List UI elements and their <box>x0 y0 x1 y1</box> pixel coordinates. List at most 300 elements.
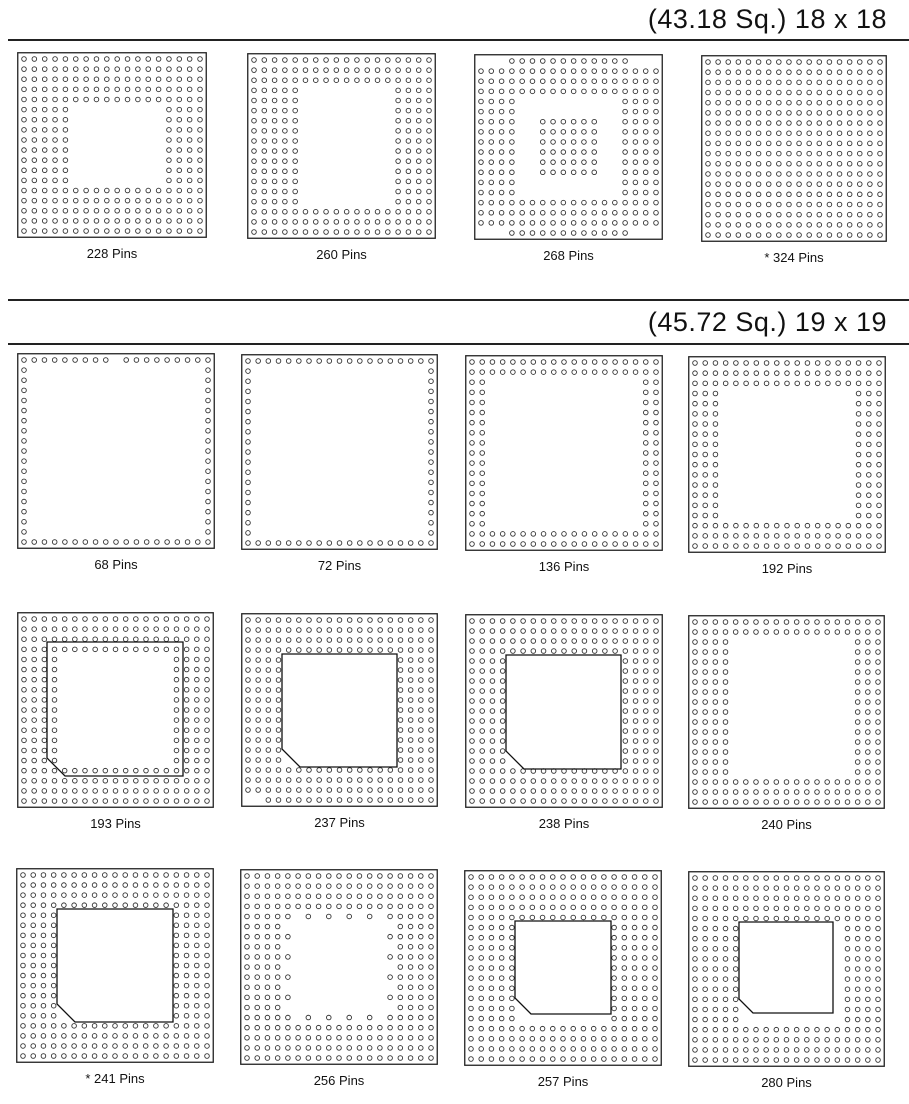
pin <box>723 544 728 549</box>
pin <box>272 230 277 235</box>
pin <box>713 534 718 539</box>
pin <box>184 677 189 682</box>
pin <box>174 953 179 958</box>
pin <box>386 220 391 225</box>
pin <box>845 876 850 881</box>
pin <box>787 100 792 105</box>
pin <box>582 79 587 84</box>
pin <box>622 966 627 971</box>
pin <box>82 873 87 878</box>
package-outline <box>475 55 663 240</box>
pin <box>206 428 211 433</box>
pin-grid-package <box>17 52 207 238</box>
pin <box>262 78 267 83</box>
pin <box>561 150 566 155</box>
pin <box>22 540 27 545</box>
pin <box>365 220 370 225</box>
pin <box>146 208 151 213</box>
pin <box>623 709 628 714</box>
pin <box>265 985 270 990</box>
pin <box>205 923 210 928</box>
pin <box>337 894 342 899</box>
pin <box>52 677 57 682</box>
pin <box>643 521 648 526</box>
pin <box>408 758 413 763</box>
pin <box>787 121 792 126</box>
pin <box>266 359 271 364</box>
pin <box>654 420 659 425</box>
pin <box>868 192 873 197</box>
pin <box>736 223 741 228</box>
pin <box>22 67 27 72</box>
pin <box>344 220 349 225</box>
pin <box>479 885 484 890</box>
pin <box>622 976 627 981</box>
pin <box>815 800 820 805</box>
pin <box>622 915 627 920</box>
pin <box>205 993 210 998</box>
pin <box>766 80 771 85</box>
pin <box>418 944 423 949</box>
package-pin-count-label: 237 Pins <box>314 815 365 830</box>
package-outline <box>18 354 215 549</box>
pin <box>643 79 648 84</box>
pin <box>125 77 130 82</box>
pin <box>653 996 658 1001</box>
pin <box>93 358 98 363</box>
pin <box>418 914 423 919</box>
pin <box>480 749 485 754</box>
pin <box>582 140 587 145</box>
pin <box>136 97 141 102</box>
pin <box>489 130 494 135</box>
pin <box>520 79 525 84</box>
pin <box>633 190 638 195</box>
pin <box>736 100 741 105</box>
pin <box>255 975 260 980</box>
pin <box>293 129 298 134</box>
pin <box>177 168 182 173</box>
pin <box>194 873 199 878</box>
pin <box>723 916 728 921</box>
pin <box>511 779 516 784</box>
pin <box>368 778 373 783</box>
pin <box>654 79 659 84</box>
pin <box>386 230 391 235</box>
pin <box>406 169 411 174</box>
pin <box>633 170 638 175</box>
pin <box>286 904 291 909</box>
pin <box>572 532 577 537</box>
pin <box>246 480 251 485</box>
pin <box>511 629 516 634</box>
pin <box>307 359 312 364</box>
pin <box>623 799 628 804</box>
pin <box>256 618 261 623</box>
pin <box>113 627 118 632</box>
pin <box>489 109 494 114</box>
pin <box>103 627 108 632</box>
pin <box>480 471 485 476</box>
pin <box>847 233 852 238</box>
pin <box>693 906 698 911</box>
pin <box>256 768 261 773</box>
pin <box>184 758 189 763</box>
pin <box>777 202 782 207</box>
pin <box>551 170 556 175</box>
pin <box>866 987 871 992</box>
pin <box>693 462 698 467</box>
pin <box>774 630 779 635</box>
pin <box>855 670 860 675</box>
pin <box>205 903 210 908</box>
pin <box>262 179 267 184</box>
pin <box>541 370 546 375</box>
pin <box>713 700 718 705</box>
pin <box>499 875 504 880</box>
pin <box>866 680 871 685</box>
pin <box>275 985 280 990</box>
pin <box>703 483 708 488</box>
pin <box>876 876 881 881</box>
pin <box>313 58 318 63</box>
pin <box>633 160 638 165</box>
pin <box>613 619 618 624</box>
pin <box>774 534 779 539</box>
pin <box>22 428 27 433</box>
pin <box>835 1048 840 1053</box>
pin <box>571 200 576 205</box>
pin <box>797 80 802 85</box>
pin <box>754 1058 759 1063</box>
pin <box>723 1007 728 1012</box>
pin <box>723 361 728 366</box>
pin <box>102 1034 107 1039</box>
pin <box>408 708 413 713</box>
pin <box>205 1054 210 1059</box>
pin <box>416 179 421 184</box>
pin <box>723 740 728 745</box>
pin <box>396 189 401 194</box>
pin <box>398 758 403 763</box>
pin <box>479 1047 484 1052</box>
pin <box>83 778 88 783</box>
pin <box>643 769 648 774</box>
pin <box>633 789 638 794</box>
pin <box>540 160 545 165</box>
pin <box>355 78 360 83</box>
pin <box>184 993 189 998</box>
pin <box>195 540 200 545</box>
pin <box>713 452 718 457</box>
pin <box>817 182 822 187</box>
pin <box>868 172 873 177</box>
pin <box>470 759 475 764</box>
pin <box>562 799 567 804</box>
pin <box>174 728 179 733</box>
pin <box>177 178 182 183</box>
pin <box>406 68 411 73</box>
pin <box>642 935 647 940</box>
pin <box>777 111 782 116</box>
pin <box>531 532 536 537</box>
pin <box>592 200 597 205</box>
pin <box>835 886 840 891</box>
pin <box>857 212 862 217</box>
pin <box>489 895 494 900</box>
pin <box>623 619 628 624</box>
pin <box>489 89 494 94</box>
pin <box>92 1054 97 1059</box>
pin <box>582 170 587 175</box>
pin <box>194 883 199 888</box>
pin <box>723 680 728 685</box>
pin <box>877 534 882 539</box>
pin <box>703 1017 708 1022</box>
pin <box>845 630 850 635</box>
pin <box>787 90 792 95</box>
pin <box>764 896 769 901</box>
pin <box>825 1048 830 1053</box>
pin <box>845 800 850 805</box>
pin <box>489 1047 494 1052</box>
pin <box>592 360 597 365</box>
pin <box>807 121 812 126</box>
pin <box>262 139 267 144</box>
pin <box>307 798 312 803</box>
pin <box>633 119 638 124</box>
pin <box>706 70 711 75</box>
pin <box>612 1036 617 1041</box>
pin <box>275 944 280 949</box>
pin <box>845 916 850 921</box>
pin <box>93 540 98 545</box>
pin <box>794 906 799 911</box>
pin <box>703 401 708 406</box>
pin <box>470 769 475 774</box>
pin <box>198 198 203 203</box>
pin <box>408 618 413 623</box>
pin <box>206 530 211 535</box>
pin <box>490 799 495 804</box>
pin <box>623 669 628 674</box>
pin <box>286 874 291 879</box>
pin <box>470 729 475 734</box>
pin <box>766 60 771 65</box>
pin <box>733 886 738 891</box>
pin <box>174 893 179 898</box>
pin <box>429 1056 434 1061</box>
pin <box>52 728 57 733</box>
pin <box>612 925 617 930</box>
pin <box>470 649 475 654</box>
pin <box>194 903 199 908</box>
pin <box>408 965 413 970</box>
pin <box>551 542 556 547</box>
pin <box>154 637 159 642</box>
pin <box>787 233 792 238</box>
pin <box>408 924 413 929</box>
pin <box>540 1036 545 1041</box>
pin <box>654 619 659 624</box>
pin <box>653 915 658 920</box>
pin <box>337 638 342 643</box>
pin <box>416 159 421 164</box>
pin <box>797 100 802 105</box>
pin <box>540 79 545 84</box>
pin <box>877 452 882 457</box>
pin <box>344 209 349 214</box>
pin <box>713 503 718 508</box>
pin <box>324 220 329 225</box>
pin <box>136 57 141 62</box>
pin <box>612 966 617 971</box>
pin <box>633 140 638 145</box>
pin <box>355 58 360 63</box>
pin <box>500 542 505 547</box>
pin <box>837 141 842 146</box>
pin <box>255 995 260 1000</box>
pin <box>408 638 413 643</box>
pin <box>693 1048 698 1053</box>
pin <box>83 799 88 804</box>
pin <box>693 690 698 695</box>
pin <box>41 933 46 938</box>
pin <box>612 895 617 900</box>
pin <box>480 501 485 506</box>
pin <box>774 371 779 376</box>
pin <box>296 1046 301 1051</box>
pin <box>777 223 782 228</box>
pin <box>632 976 637 981</box>
pin <box>347 1015 352 1020</box>
pin <box>52 617 57 622</box>
pin <box>398 955 403 960</box>
pin <box>327 788 332 793</box>
pin <box>723 936 728 941</box>
pin <box>266 798 271 803</box>
pin <box>398 1046 403 1051</box>
pin <box>706 182 711 187</box>
pin <box>713 473 718 478</box>
pin <box>32 117 37 122</box>
pin <box>479 200 484 205</box>
pin <box>368 798 373 803</box>
pin <box>510 956 515 961</box>
pin <box>429 369 434 374</box>
pin <box>429 924 434 929</box>
pin <box>807 161 812 166</box>
pin <box>286 934 291 939</box>
pin <box>794 1027 799 1032</box>
pin <box>703 760 708 765</box>
pin <box>82 1024 87 1029</box>
pin <box>510 1036 515 1041</box>
pin <box>347 884 352 889</box>
pin <box>406 159 411 164</box>
pin <box>736 192 741 197</box>
pin <box>429 409 434 414</box>
pin <box>429 768 434 773</box>
pin <box>622 885 627 890</box>
pin <box>857 233 862 238</box>
pin <box>480 719 485 724</box>
pin <box>276 618 281 623</box>
pin <box>756 223 761 228</box>
pin <box>797 161 802 166</box>
pin <box>693 977 698 982</box>
pin <box>42 87 47 92</box>
pin <box>805 906 810 911</box>
pin <box>177 148 182 153</box>
pin <box>347 798 352 803</box>
pin <box>418 985 423 990</box>
pin <box>42 77 47 82</box>
pin <box>706 90 711 95</box>
pin <box>561 885 566 890</box>
pin <box>784 1048 789 1053</box>
pin <box>733 876 738 881</box>
pin <box>572 799 577 804</box>
pin <box>246 419 251 424</box>
pin <box>837 202 842 207</box>
pin <box>276 668 281 673</box>
pin <box>540 221 545 226</box>
package-pin-count-label: 280 Pins <box>761 1075 812 1090</box>
pin <box>713 412 718 417</box>
pin <box>205 963 210 968</box>
pin <box>713 544 718 549</box>
pin <box>561 160 566 165</box>
pin <box>642 925 647 930</box>
pin <box>857 172 862 177</box>
pin <box>826 523 831 528</box>
pin <box>205 913 210 918</box>
pin <box>551 89 556 94</box>
pin <box>205 893 210 898</box>
pin <box>167 229 172 234</box>
pin <box>723 926 728 931</box>
pin <box>41 913 46 918</box>
pin <box>602 1026 607 1031</box>
pin <box>429 688 434 693</box>
pin <box>102 903 107 908</box>
pin <box>693 381 698 386</box>
pin <box>866 523 871 528</box>
package-pin-count-label: 240 Pins <box>761 817 812 832</box>
pin <box>612 1047 617 1052</box>
pin <box>723 997 728 1002</box>
pin <box>52 778 57 783</box>
pin <box>622 925 627 930</box>
pin <box>398 995 403 1000</box>
pin <box>184 799 189 804</box>
pin <box>756 161 761 166</box>
pin <box>22 87 27 92</box>
pin <box>878 80 883 85</box>
pin <box>103 778 108 783</box>
pin <box>344 230 349 235</box>
pin <box>429 359 434 364</box>
pin <box>736 202 741 207</box>
pin <box>489 875 494 880</box>
pin <box>272 129 277 134</box>
pin <box>313 230 318 235</box>
pin <box>164 1044 169 1049</box>
pin <box>73 208 78 213</box>
pin <box>855 710 860 715</box>
pin <box>632 1036 637 1041</box>
